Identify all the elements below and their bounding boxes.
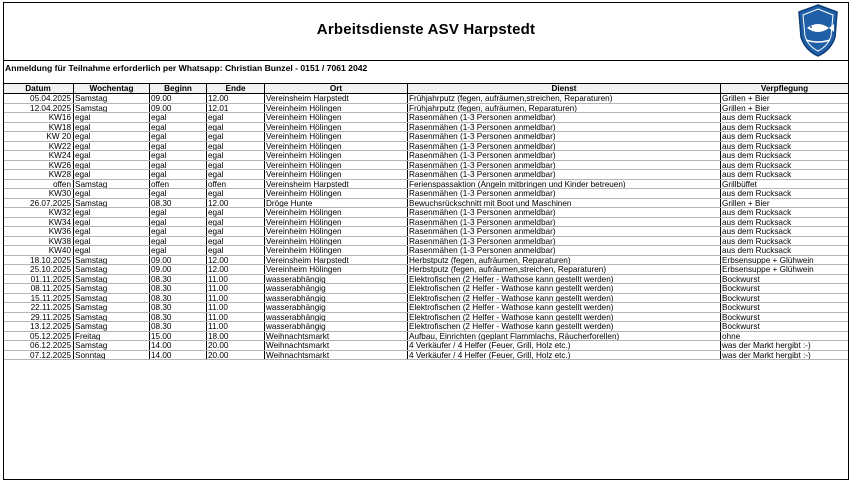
cell-datum[interactable]: 08.11.2025 — [4, 284, 74, 293]
cell-ort[interactable]: Vereinheim Hölingen — [265, 170, 408, 179]
cell-wochentag[interactable]: Samstag — [74, 275, 150, 284]
cell-ende[interactable]: 11.00 — [207, 303, 265, 312]
table-row — [4, 161, 848, 171]
column-header-beginn: Beginn — [150, 84, 207, 93]
table-row — [4, 265, 848, 275]
cell-verpflegung[interactable]: Bockwurst — [722, 293, 760, 302]
cell-datum[interactable]: KW32 — [4, 208, 74, 217]
cell-wochentag[interactable]: egal — [74, 161, 150, 170]
cell-verpflegung[interactable]: Bockwurst — [722, 274, 760, 283]
cell-verpflegung[interactable]: aus dem Rucksack — [722, 170, 792, 179]
cell-datum[interactable]: 22.11.2025 — [4, 303, 74, 312]
cell-ort[interactable]: Vereinheim Hölingen — [265, 227, 408, 236]
cell-dienst[interactable]: Ferienspassaktion (Angeln mitbringen und Kinder betreuen) — [408, 180, 721, 189]
cell-datum[interactable]: KW 20 — [4, 132, 74, 141]
cell-ende[interactable]: 12.00 — [207, 265, 265, 274]
cell-datum[interactable]: 29.11.2025 — [4, 313, 74, 322]
cell-ort[interactable]: Vereinheim Hölingen — [265, 104, 408, 113]
cell-verpflegung[interactable]: Bockwurst — [722, 322, 760, 331]
cell-datum[interactable]: 06.12.2025 — [4, 341, 74, 350]
cell-verpflegung[interactable]: aus dem Rucksack — [722, 160, 792, 169]
cell-dienst[interactable]: 4 Verkäufer / 4 Helfer (Feuer, Grill, Holz etc.) — [408, 341, 721, 350]
cell-beginn[interactable]: offen — [150, 180, 207, 189]
table-row — [4, 332, 848, 342]
cell-dienst[interactable]: Elektrofischen (2 Helfer - Wathose kann gestellt werden) — [408, 322, 721, 331]
cell-dienst[interactable]: Elektrofischen (2 Helfer - Wathose kann gestellt werden) — [408, 313, 721, 322]
cell-datum[interactable]: KW36 — [4, 227, 74, 236]
cell-ort[interactable]: wasserabhängig — [265, 313, 408, 322]
cell-wochentag[interactable]: Samstag — [74, 256, 150, 265]
cell-dienst[interactable]: Rasenmähen (1-3 Personen anmeldbar) — [408, 208, 721, 217]
cell-ort[interactable]: wasserabhängig — [265, 322, 408, 331]
cell-ende[interactable]: 20.00 — [207, 351, 265, 360]
cell-wochentag[interactable]: Freitag — [74, 332, 150, 341]
cell-ort[interactable]: wasserabhängig — [265, 275, 408, 284]
cell-beginn[interactable]: egal — [150, 123, 207, 132]
cell-dienst[interactable]: Frühjahrputz (fegen, aufräumen,streichen, Reparaturen) — [408, 94, 721, 103]
cell-beginn[interactable]: 08.30 — [150, 275, 207, 284]
table-row — [4, 199, 848, 209]
cell-dienst[interactable]: Aufbau, Einrichten (geplant Flammlachs, Räucherforellen) — [408, 332, 721, 341]
cell-dienst[interactable]: Elektrofischen (2 Helfer - Wathose kann gestellt werden) — [408, 303, 721, 312]
cell-wochentag[interactable]: egal — [74, 237, 150, 246]
cell-dienst[interactable]: Rasenmähen (1-3 Personen anmeldbar) — [408, 227, 721, 236]
cell-datum[interactable]: 13.12.2025 — [4, 322, 74, 331]
cell-datum[interactable]: 07.12.2025 — [4, 351, 74, 360]
cell-verpflegung[interactable]: Grillen + Bier — [722, 103, 770, 112]
cell-datum[interactable]: KW28 — [4, 170, 74, 179]
cell-wochentag[interactable]: Sonntag — [74, 351, 150, 360]
cell-beginn[interactable]: egal — [150, 227, 207, 236]
cell-dienst[interactable]: Bewuchsrückschnitt mit Boot und Maschinen — [408, 199, 721, 208]
cell-beginn[interactable]: egal — [150, 246, 207, 255]
cell-ort[interactable]: Vereinheim Hölingen — [265, 151, 408, 160]
cell-beginn[interactable]: 15.00 — [150, 332, 207, 341]
cell-verpflegung[interactable]: aus dem Rucksack — [722, 217, 792, 226]
table-row — [4, 180, 848, 190]
cell-wochentag[interactable]: egal — [74, 151, 150, 160]
cell-verpflegung[interactable]: aus dem Rucksack — [722, 227, 792, 236]
cell-beginn[interactable]: egal — [150, 208, 207, 217]
cell-verpflegung[interactable]: Grillen + Bier — [722, 94, 770, 103]
cell-datum[interactable]: 15.11.2025 — [4, 294, 74, 303]
cell-ende[interactable]: 18.00 — [207, 332, 265, 341]
cell-beginn[interactable]: 08.30 — [150, 199, 207, 208]
cell-wochentag[interactable]: egal — [74, 132, 150, 141]
column-header-ort: Ort — [265, 84, 408, 93]
cell-verpflegung[interactable]: Grillbüffet — [722, 179, 757, 188]
cell-beginn[interactable]: 14.00 — [150, 341, 207, 350]
cell-ort[interactable]: wasserabhängig — [265, 303, 408, 312]
cell-datum[interactable]: offen — [4, 180, 74, 189]
cell-verpflegung[interactable]: aus dem Rucksack — [722, 132, 792, 141]
cell-verpflegung[interactable]: aus dem Rucksack — [722, 189, 792, 198]
cell-ende[interactable]: 12.01 — [207, 104, 265, 113]
club-logo-icon — [796, 4, 840, 58]
cell-ende[interactable]: egal — [207, 227, 265, 236]
cell-ende[interactable]: egal — [207, 170, 265, 179]
cell-ende[interactable]: egal — [207, 123, 265, 132]
cell-verpflegung[interactable]: aus dem Rucksack — [722, 246, 792, 255]
cell-datum[interactable]: KW18 — [4, 123, 74, 132]
table-row — [4, 313, 848, 323]
cell-ort[interactable]: wasserabhängig — [265, 294, 408, 303]
table-row — [4, 275, 848, 285]
cell-dienst[interactable]: Rasenmähen (1-3 Personen anmeldbar) — [408, 123, 721, 132]
cell-dienst[interactable]: Rasenmähen (1-3 Personen anmeldbar) — [408, 218, 721, 227]
cell-ende[interactable]: 12.00 — [207, 94, 265, 103]
cell-dienst[interactable]: Rasenmähen (1-3 Personen anmeldbar) — [408, 246, 721, 255]
cell-wochentag[interactable]: Samstag — [74, 341, 150, 350]
cell-ende[interactable]: egal — [207, 237, 265, 246]
cell-ort[interactable]: Weihnachtsmarkt — [265, 351, 408, 360]
cell-wochentag[interactable]: Samstag — [74, 313, 150, 322]
column-header-ende: Ende — [207, 84, 265, 93]
cell-ende[interactable]: egal — [207, 189, 265, 198]
table-row — [4, 284, 848, 294]
cell-verpflegung[interactable]: Bockwurst — [722, 312, 760, 321]
cell-ende[interactable]: egal — [207, 132, 265, 141]
table-row — [4, 246, 848, 256]
table-row — [4, 227, 848, 237]
cell-datum[interactable]: KW26 — [4, 161, 74, 170]
cell-ort[interactable]: Vereinheim Hölingen — [265, 142, 408, 151]
cell-verpflegung[interactable]: Bockwurst — [722, 284, 760, 293]
cell-ende[interactable]: 11.00 — [207, 322, 265, 331]
cell-dienst[interactable]: Elektrofischen (2 Helfer - Wathose kann gestellt werden) — [408, 294, 721, 303]
cell-wochentag[interactable]: Samstag — [74, 265, 150, 274]
cell-ende[interactable]: 11.00 — [207, 275, 265, 284]
cell-ende[interactable]: egal — [207, 218, 265, 227]
cell-beginn[interactable]: 08.30 — [150, 322, 207, 331]
table-body — [4, 94, 848, 360]
cell-ort[interactable]: Vereinheim Hölingen — [265, 208, 408, 217]
table-row — [4, 104, 848, 114]
cell-dienst[interactable]: Elektrofischen (2 Helfer - Wathose kann gestellt werden) — [408, 275, 721, 284]
cell-verpflegung[interactable]: aus dem Rucksack — [722, 113, 792, 122]
cell-datum[interactable]: KW40 — [4, 246, 74, 255]
cell-datum[interactable]: 25.10.2025 — [4, 265, 74, 274]
cell-dienst[interactable]: Rasenmähen (1-3 Personen anmeldbar) — [408, 170, 721, 179]
table-row — [4, 218, 848, 228]
cell-ende[interactable]: 12.00 — [207, 256, 265, 265]
cell-dienst[interactable]: Rasenmähen (1-3 Personen anmeldbar) — [408, 237, 721, 246]
cell-datum[interactable]: KW30 — [4, 189, 74, 198]
cell-wochentag[interactable]: egal — [74, 208, 150, 217]
cell-beginn[interactable]: egal — [150, 161, 207, 170]
cell-wochentag[interactable]: Samstag — [74, 94, 150, 103]
cell-wochentag[interactable]: egal — [74, 189, 150, 198]
column-header-datum: Datum — [4, 84, 74, 93]
cell-dienst[interactable]: Rasenmähen (1-3 Personen anmeldbar) — [408, 132, 721, 141]
cell-verpflegung[interactable]: aus dem Rucksack — [722, 208, 792, 217]
cell-wochentag[interactable]: egal — [74, 246, 150, 255]
cell-ende[interactable]: egal — [207, 151, 265, 160]
cell-ende[interactable]: 20.00 — [207, 341, 265, 350]
page-title: Arbeitsdienste ASV Harpstedt — [316, 21, 536, 38]
cell-verpflegung[interactable]: aus dem Rucksack — [722, 141, 792, 150]
cell-datum[interactable]: KW38 — [4, 237, 74, 246]
cell-beginn[interactable]: egal — [150, 151, 207, 160]
cell-beginn[interactable]: 08.30 — [150, 313, 207, 322]
cell-beginn[interactable]: egal — [150, 170, 207, 179]
cell-ende[interactable]: 11.00 — [207, 313, 265, 322]
cell-ort[interactable]: Dröge Hunte — [265, 199, 408, 208]
table-row — [4, 142, 848, 152]
cell-wochentag[interactable]: Samstag — [74, 322, 150, 331]
cell-datum[interactable]: 05.12.2025 — [4, 332, 74, 341]
table-row — [4, 113, 848, 123]
cell-wochentag[interactable]: egal — [74, 227, 150, 236]
cell-dienst[interactable]: Frühjahrputz (fegen, aufräumen, Reparaturen) — [408, 104, 721, 113]
cell-ende[interactable]: egal — [207, 208, 265, 217]
cell-verpflegung[interactable]: aus dem Rucksack — [722, 236, 792, 245]
cell-ort[interactable]: Weihnachtsmarkt — [265, 332, 408, 341]
cell-wochentag[interactable]: egal — [74, 170, 150, 179]
cell-ort[interactable]: Vereinheim Hölingen — [265, 246, 408, 255]
cell-wochentag[interactable]: egal — [74, 123, 150, 132]
cell-wochentag[interactable]: egal — [74, 142, 150, 151]
table-row — [4, 208, 848, 218]
cell-verpflegung[interactable]: was der Markt hergibt :-) — [722, 341, 811, 350]
cell-wochentag[interactable]: Samstag — [74, 303, 150, 312]
cell-ort[interactable]: Weihnachtsmarkt — [265, 341, 408, 350]
table-row — [4, 151, 848, 161]
cell-datum[interactable]: 01.11.2025 — [4, 275, 74, 284]
cell-ort[interactable]: wasserabhängig — [265, 284, 408, 293]
cell-dienst[interactable]: Elektrofischen (2 Helfer - Wathose kann gestellt werden) — [408, 284, 721, 293]
cell-ende[interactable]: egal — [207, 113, 265, 122]
cell-wochentag[interactable]: Samstag — [74, 180, 150, 189]
cell-ort[interactable]: Vereinsheim Harpstedt — [265, 256, 408, 265]
cell-dienst[interactable]: Rasenmähen (1-3 Personen anmeldbar) — [408, 189, 721, 198]
cell-datum[interactable]: 26.07.2025 — [4, 199, 74, 208]
cell-verpflegung[interactable]: Grillen + Bier — [722, 198, 770, 207]
cell-beginn[interactable]: egal — [150, 218, 207, 227]
cell-ende[interactable]: egal — [207, 246, 265, 255]
cell-beginn[interactable]: 09.00 — [150, 94, 207, 103]
column-header-wochentag: Wochentag — [74, 84, 150, 93]
cell-beginn[interactable]: egal — [150, 113, 207, 122]
cell-ende[interactable]: 11.00 — [207, 284, 265, 293]
cell-datum[interactable]: 05.04.2025 — [4, 94, 74, 103]
cell-ende[interactable]: 11.00 — [207, 294, 265, 303]
cell-ort[interactable]: Vereinheim Hölingen — [265, 132, 408, 141]
cell-ort[interactable]: Vereinheim Hölingen — [265, 237, 408, 246]
cell-beginn[interactable]: egal — [150, 142, 207, 151]
cell-verpflegung[interactable]: Erbsensuppe + Glühwein — [722, 255, 814, 264]
cell-beginn[interactable]: 08.30 — [150, 303, 207, 312]
cell-dienst[interactable]: Herbstputz (fegen, aufräumen,streichen, Reparaturen) — [408, 265, 721, 274]
cell-verpflegung[interactable]: Erbsensuppe + Glühwein — [722, 265, 814, 274]
table-row — [4, 237, 848, 247]
table-row — [4, 123, 848, 133]
cell-ende[interactable]: egal — [207, 161, 265, 170]
registration-notice: Anmeldung für Teilnahme erforderlich per Whatsapp: Christian Bunzel - 0151 / 7061 2042 — [5, 63, 368, 73]
cell-wochentag[interactable]: Samstag — [74, 199, 150, 208]
cell-beginn[interactable]: 08.30 — [150, 294, 207, 303]
cell-ort[interactable]: Vereinheim Hölingen — [265, 113, 408, 122]
cell-ort[interactable]: Vereinheim Hölingen — [265, 189, 408, 198]
cell-beginn[interactable]: 09.00 — [150, 265, 207, 274]
cell-verpflegung[interactable]: was der Markt hergibt :-) — [722, 350, 811, 359]
cell-ort[interactable]: Vereinheim Hölingen — [265, 161, 408, 170]
cell-wochentag[interactable]: egal — [74, 113, 150, 122]
table-header — [4, 83, 848, 94]
schedule-table — [4, 83, 848, 360]
cell-ort[interactable]: Vereinheim Hölingen — [265, 123, 408, 132]
cell-datum[interactable]: KW34 — [4, 218, 74, 227]
cell-verpflegung[interactable]: Bockwurst — [722, 303, 760, 312]
cell-dienst[interactable]: Rasenmähen (1-3 Personen anmeldbar) — [408, 142, 721, 151]
cell-dienst[interactable]: 4 Verkäufer / 4 Helfer (Feuer, Grill, Holz etc.) — [408, 351, 721, 360]
cell-verpflegung[interactable]: aus dem Rucksack — [722, 122, 792, 131]
cell-datum[interactable]: KW22 — [4, 142, 74, 151]
cell-ort[interactable]: Vereinheim Hölingen — [265, 265, 408, 274]
cell-beginn[interactable]: egal — [150, 132, 207, 141]
table-row — [4, 322, 848, 332]
header — [4, 3, 848, 61]
table-row — [4, 303, 848, 313]
table-row — [4, 94, 848, 104]
cell-beginn[interactable]: 09.00 — [150, 104, 207, 113]
table-row — [4, 351, 848, 361]
cell-beginn[interactable]: egal — [150, 189, 207, 198]
cell-ort[interactable]: Vereinheim Hölingen — [265, 218, 408, 227]
column-header-verpflegung: Verpflegung — [760, 84, 809, 93]
cell-ende[interactable]: egal — [207, 142, 265, 151]
cell-ende[interactable]: 12.00 — [207, 199, 265, 208]
cell-dienst[interactable]: Rasenmähen (1-3 Personen anmeldbar) — [408, 151, 721, 160]
cell-beginn[interactable]: 09.00 — [150, 256, 207, 265]
table-row — [4, 294, 848, 304]
spreadsheet — [3, 2, 849, 480]
cell-verpflegung[interactable]: ohne — [722, 331, 741, 340]
cell-ort[interactable]: Vereinsheim Harpstedt — [265, 180, 408, 189]
cell-wochentag[interactable]: Samstag — [74, 104, 150, 113]
table-row — [4, 256, 848, 266]
cell-wochentag[interactable]: Samstag — [74, 284, 150, 293]
table-row — [4, 132, 848, 142]
cell-datum[interactable]: KW16 — [4, 113, 74, 122]
cell-dienst[interactable]: Rasenmähen (1-3 Personen anmeldbar) — [408, 161, 721, 170]
cell-datum[interactable]: KW24 — [4, 151, 74, 160]
cell-wochentag[interactable]: egal — [74, 218, 150, 227]
cell-beginn[interactable]: egal — [150, 237, 207, 246]
table-row — [4, 170, 848, 180]
cell-datum[interactable]: 18.10.2025 — [4, 256, 74, 265]
cell-wochentag[interactable]: Samstag — [74, 294, 150, 303]
cell-ende[interactable]: offen — [207, 180, 265, 189]
cell-ort[interactable]: Vereinsheim Harpstedt — [265, 94, 408, 103]
cell-beginn[interactable]: 14.00 — [150, 351, 207, 360]
cell-dienst[interactable]: Rasenmähen (1-3 Personen anmeldbar) — [408, 113, 721, 122]
cell-datum[interactable]: 12.04.2025 — [4, 104, 74, 113]
column-header-dienst: Dienst — [408, 84, 721, 93]
cell-beginn[interactable]: 08.30 — [150, 284, 207, 293]
table-row — [4, 341, 848, 351]
cell-dienst[interactable]: Herbstputz (fegen, aufräumen, Reparaturen) — [408, 256, 721, 265]
cell-verpflegung[interactable]: aus dem Rucksack — [722, 151, 792, 160]
table-row — [4, 189, 848, 199]
